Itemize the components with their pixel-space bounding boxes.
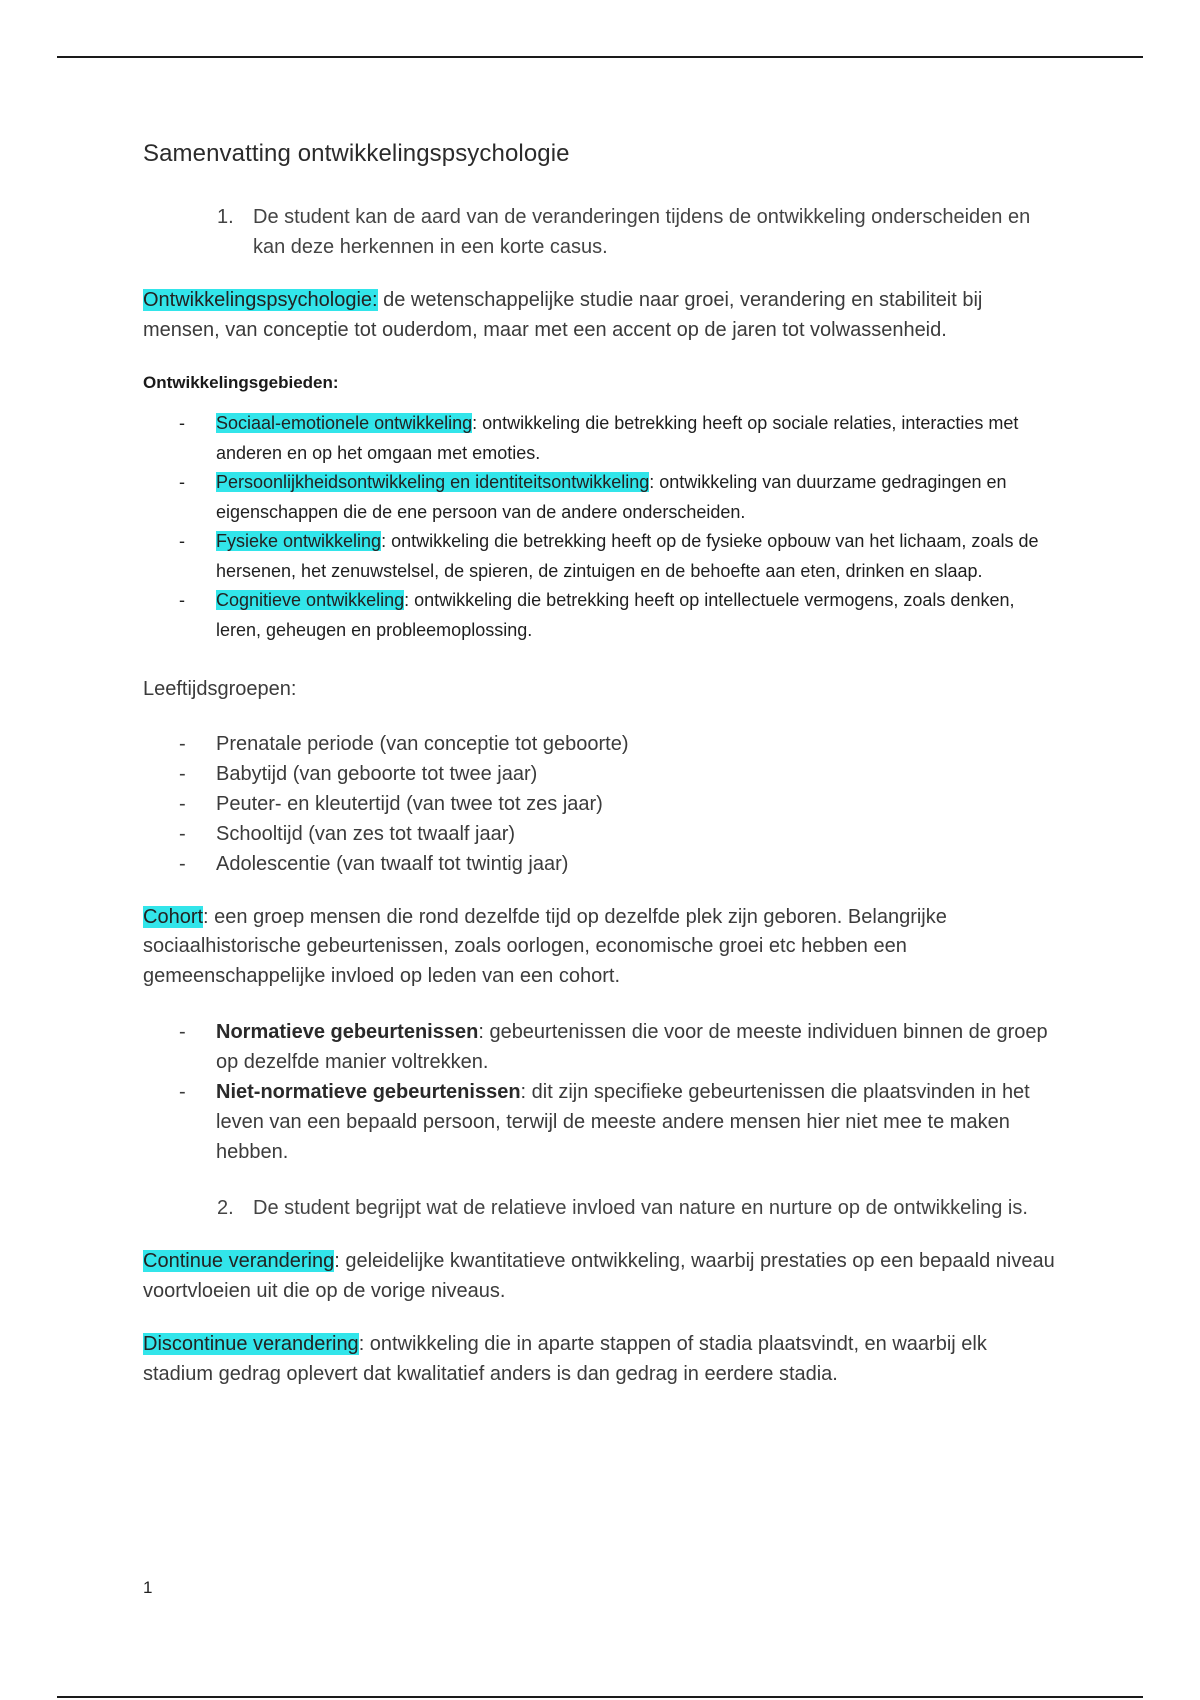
dash-bullet: - bbox=[179, 1081, 186, 1103]
learning-objective-2 bbox=[143, 1193, 1058, 1223]
definition-discontinue-verandering bbox=[143, 1330, 1058, 1389]
item-text: : ontwikkeling die betrekking heeft op intellectuele vermogens, zoals denken, leren, geheugen en probleemoplossing. bbox=[216, 590, 1015, 640]
leeftijdsgroepen-list bbox=[143, 729, 1058, 879]
section-heading-leeftijdsgroepen: Leeftijdsgroepen: bbox=[143, 678, 297, 700]
gebeurtenissen-list bbox=[143, 1017, 1058, 1167]
document-title: Samenvatting ontwikkelingspsychologie bbox=[143, 140, 570, 167]
item-text: Peuter- en kleutertijd (van twee tot zes jaar) bbox=[216, 792, 603, 815]
item-text: : gebeurtenissen die voor de meeste individuen binnen de groep op dezelfde manier voltrekken. bbox=[216, 1021, 1048, 1073]
list-item bbox=[143, 789, 1058, 819]
highlighted-term: Sociaal-emotionele ontwikkeling bbox=[216, 413, 473, 433]
highlighted-term: Continue verandering bbox=[143, 1250, 335, 1272]
bold-term: Niet-normatieve gebeurtenissen bbox=[216, 1081, 521, 1103]
dash-bullet: - bbox=[179, 762, 186, 785]
list-item bbox=[143, 409, 1058, 468]
dash-bullet: - bbox=[179, 822, 186, 845]
bold-term: Normatieve gebeurtenissen bbox=[216, 1021, 479, 1043]
item-text: : ontwikkeling van duurzame gedragingen en eigenschappen die de ene persoon van de andere onderscheiden. bbox=[216, 472, 1007, 522]
definition-text: : geleidelijke kwantitatieve ontwikkeling, waarbij prestaties op een bepaald niveau voortvloeien uit die op de vorige niveaus. bbox=[143, 1250, 1055, 1302]
definition-continue-verandering bbox=[143, 1247, 1058, 1306]
list-item bbox=[143, 729, 1058, 759]
document-page bbox=[143, 140, 1058, 1389]
item-text: Schooltijd (van zes tot twaalf jaar) bbox=[216, 822, 516, 845]
dash-bullet: - bbox=[179, 472, 185, 492]
dash-bullet: - bbox=[179, 1021, 186, 1043]
list-item bbox=[143, 1017, 1058, 1077]
dash-bullet: - bbox=[179, 413, 185, 433]
highlighted-term: Cognitieve ontwikkeling bbox=[216, 590, 405, 610]
definition-cohort bbox=[143, 903, 1058, 992]
ontwikkelingsgebieden-list bbox=[143, 409, 1058, 645]
dash-bullet: - bbox=[179, 852, 186, 875]
definition-text: : een groep mensen die rond dezelfde tijd op dezelfde plek zijn geboren. Belangrijke sociaalhistorische gebeurtenissen, zoals oorlogen, economische groei etc hebben een gemeenschappelijke invloed op leden van een cohort. bbox=[143, 905, 947, 987]
header-rule bbox=[57, 56, 1143, 58]
definition-text: de wetenschappelijke studie naar groei, verandering en stabiliteit bij mensen, van conceptie tot ouderdom, maar met een accent op de jaren tot volwassenheid. bbox=[143, 289, 983, 341]
objective-number: 1. bbox=[217, 206, 234, 228]
highlighted-term: Persoonlijkheidsontwikkeling en identiteitsontwikkeling bbox=[216, 472, 650, 492]
dash-bullet: - bbox=[179, 531, 185, 551]
highlighted-term: Discontinue verandering bbox=[143, 1333, 359, 1355]
footer-rule bbox=[57, 1696, 1143, 1698]
list-item bbox=[143, 849, 1058, 879]
dash-bullet: - bbox=[179, 590, 185, 610]
highlighted-term: Cohort bbox=[143, 905, 204, 928]
item-text: : ontwikkeling die betrekking heeft op de fysieke opbouw van het lichaam, zoals de hersenen, het zenuwstelsel, de spieren, de zintuigen en de behoefte aan eten, drinken en slaap. bbox=[216, 531, 1039, 581]
item-text: Adolescentie (van twaalf tot twintig jaar) bbox=[216, 852, 569, 875]
definition-ontwikkelingspsychologie bbox=[143, 286, 1058, 345]
objective-number: 2. bbox=[217, 1197, 234, 1219]
item-text: Babytijd (van geboorte tot twee jaar) bbox=[216, 762, 538, 785]
dash-bullet: - bbox=[179, 792, 186, 815]
list-item bbox=[143, 468, 1058, 527]
list-item bbox=[143, 759, 1058, 789]
section-heading-ontwikkelingsgebieden: Ontwikkelingsgebieden: bbox=[143, 373, 339, 392]
item-text: : dit zijn specifieke gebeurtenissen die plaatsvinden in het leven van een bepaald persoon, terwijl de meeste andere mensen hier niet mee te maken hebben. bbox=[216, 1081, 1030, 1163]
definition-text: : ontwikkeling die in aparte stappen of stadia plaatsvindt, en waarbij elk stadium gedrag oplevert dat kwalitatief anders is dan gedrag in eerdere stadia. bbox=[143, 1333, 987, 1385]
learning-objective-1 bbox=[143, 202, 1058, 262]
highlighted-term: Fysieke ontwikkeling bbox=[216, 531, 382, 551]
item-text: : ontwikkeling die betrekking heeft op sociale relaties, interacties met anderen en op het omgaan met emoties. bbox=[216, 413, 1019, 463]
objective-text: De student begrijpt wat de relatieve invloed van nature en nurture op de ontwikkeling is. bbox=[253, 1197, 1028, 1219]
page-number: 1 bbox=[143, 1578, 153, 1597]
list-item bbox=[143, 819, 1058, 849]
list-item bbox=[143, 1077, 1058, 1167]
dash-bullet: - bbox=[179, 732, 186, 755]
item-text: Prenatale periode (van conceptie tot geboorte) bbox=[216, 732, 629, 755]
objective-text: De student kan de aard van de veranderingen tijdens de ontwikkeling onderscheiden en kan deze herkennen in een korte casus. bbox=[253, 206, 1031, 258]
list-item bbox=[143, 527, 1058, 586]
highlighted-term: Ontwikkelingspsychologie: bbox=[143, 289, 378, 311]
list-item bbox=[143, 586, 1058, 645]
